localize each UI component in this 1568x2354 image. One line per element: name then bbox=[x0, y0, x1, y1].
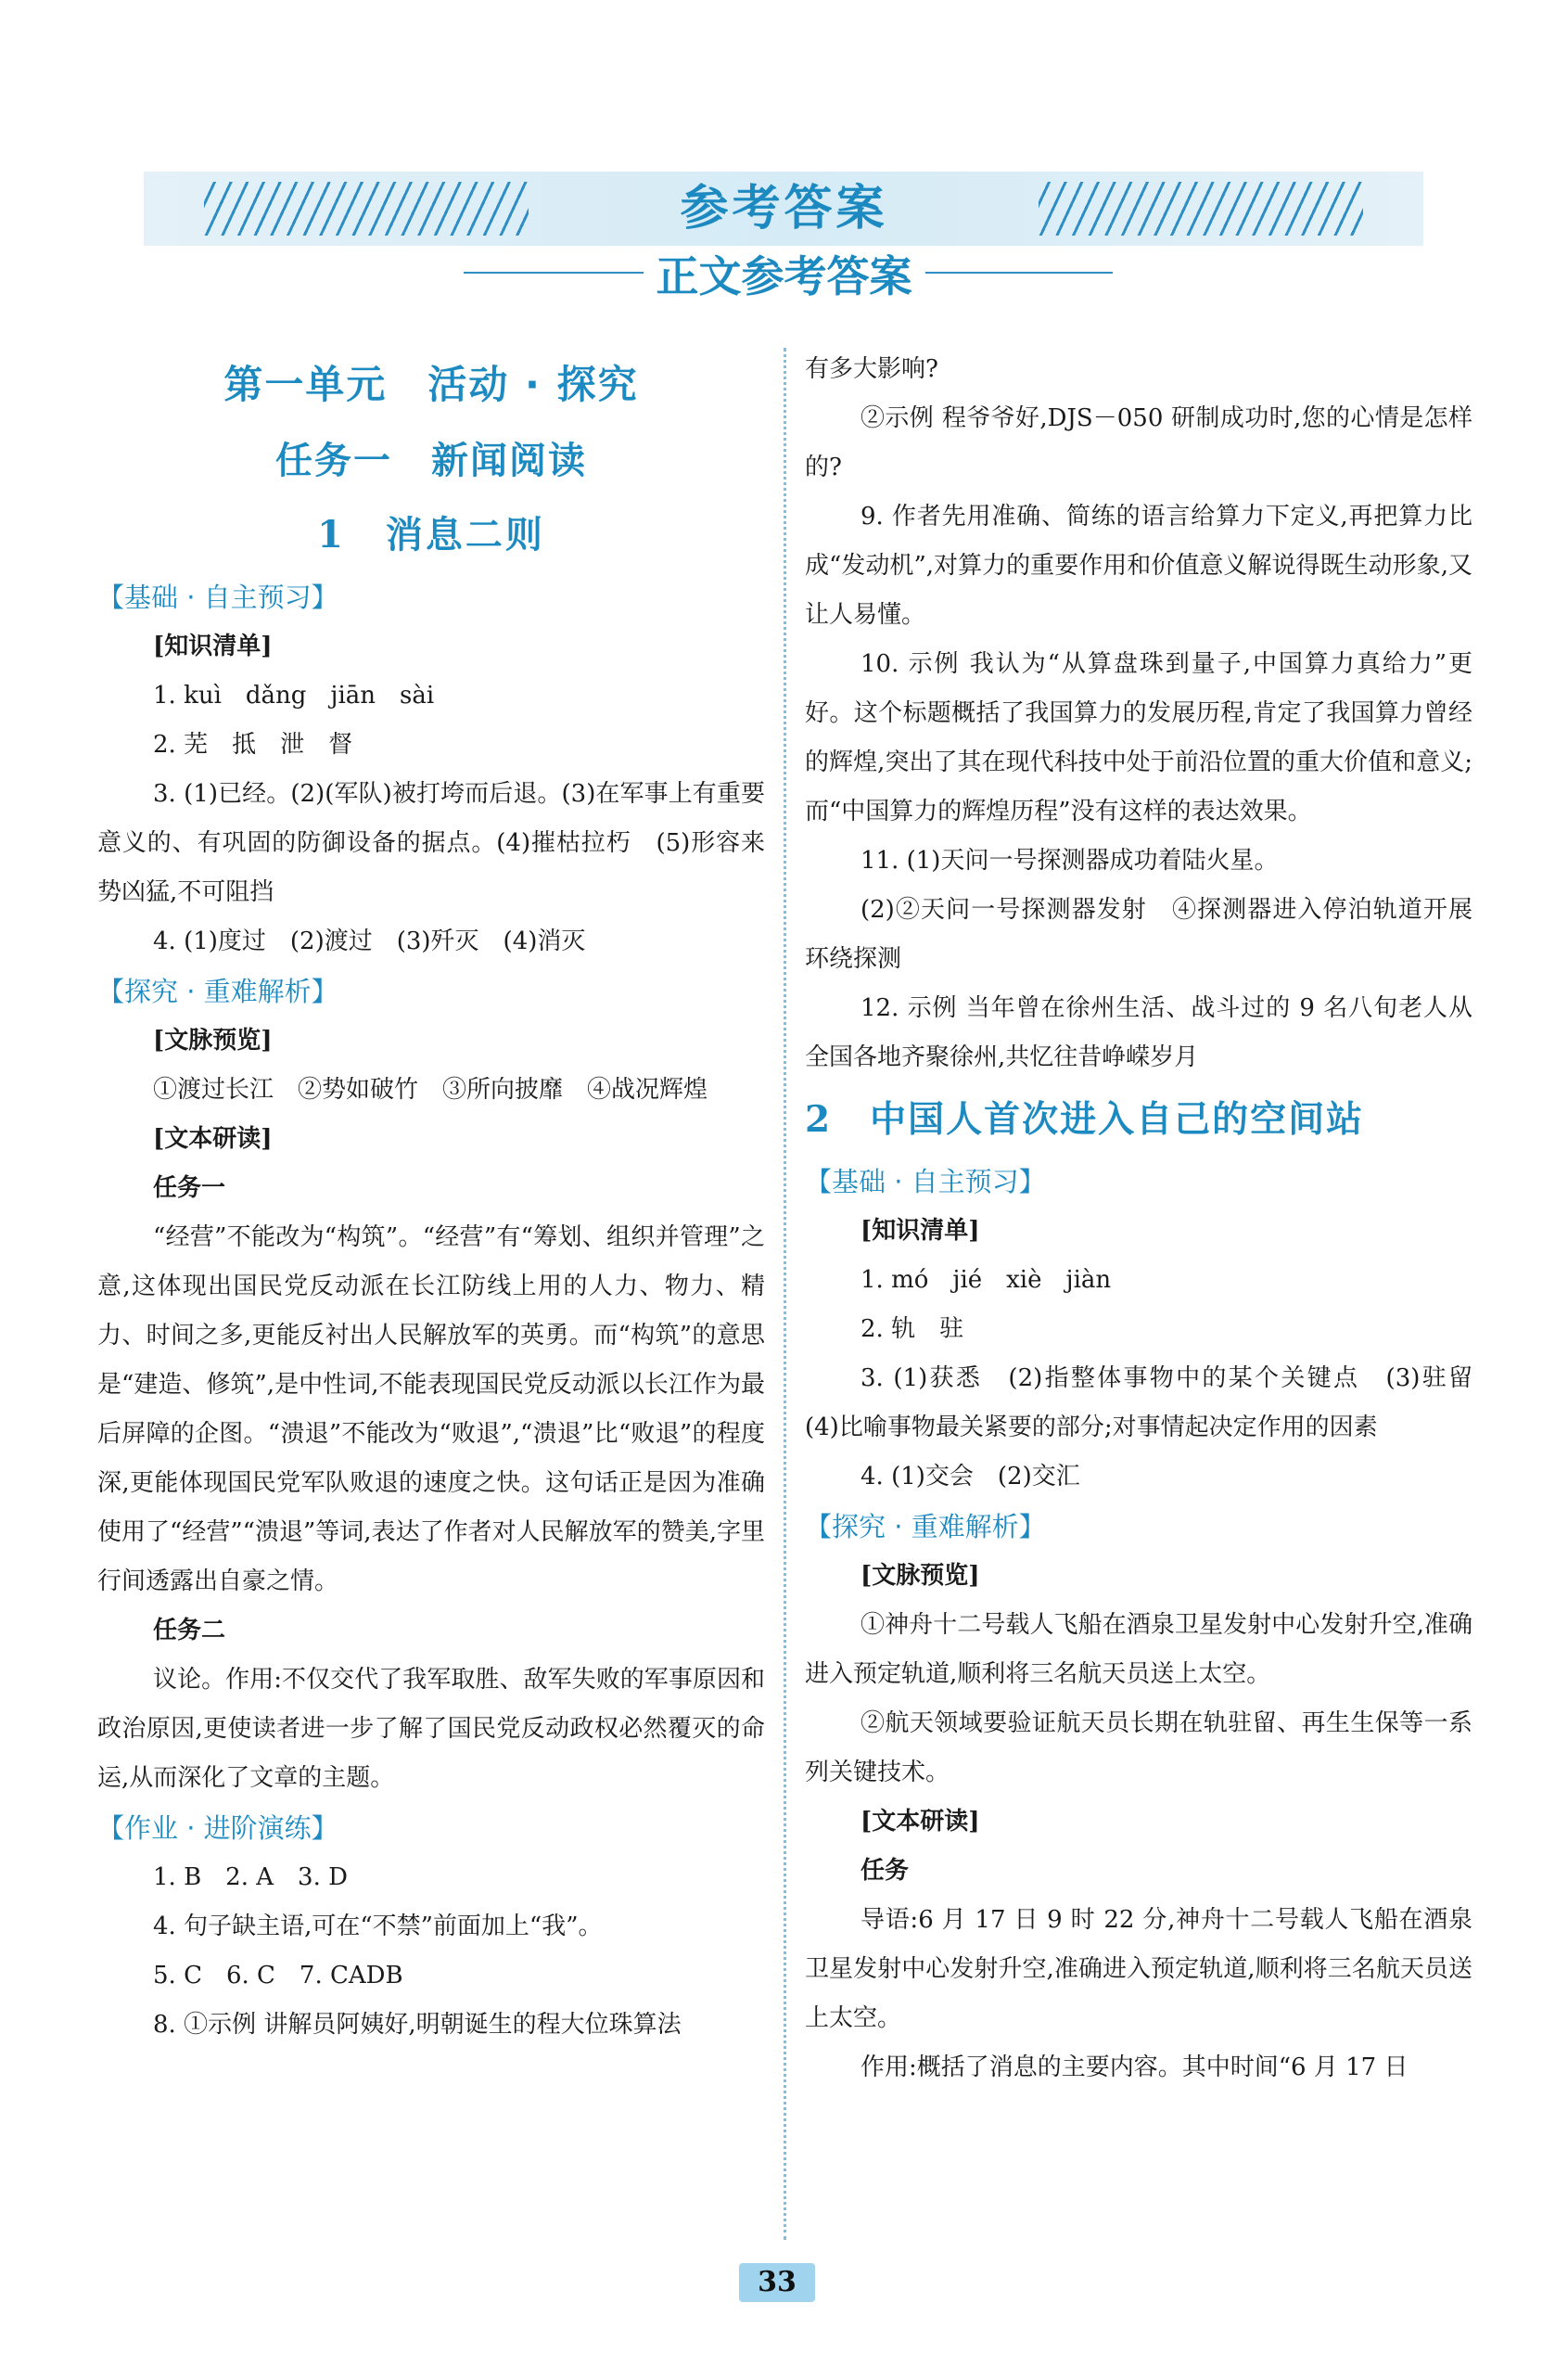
answer-line: 1. kuì dǎng jiān sài bbox=[153, 682, 435, 710]
section-heading: 【作业 · 进阶演练】 bbox=[97, 1812, 338, 1844]
task-label: 任务二 bbox=[153, 1617, 226, 1644]
answer-paragraph: “经营”不能改为“构筑”。“经营”有“筹划、组织并管理”之意,这体现出国民党反动派在长江防线上用的人力、物力、精力、时间之多,更能反衬出人民解放军的英勇。而“构筑”的意思是“建造、修筑”,是中性词,不能表现国民党反动派以长江作为最后屏障的企图。“溃退”不能改为“败退”,“溃退”比“败退”的程度深,更能体现国民党军队败退的速度之快。这句话正是因为准确使用了“经营”“溃退”等词,表达了作者对人民解放军的赞美,字里行间透露出自豪之情。 bbox=[97, 1223, 765, 1595]
task-label: 任务 bbox=[860, 1857, 910, 1885]
answer-line: 3. (1)获悉 (2)指整体事物中的某个关键点 (3)驻留 (4)比喻事物最关紧要的部分;对事情起决定作用的因素 bbox=[805, 1364, 1498, 1441]
lesson-title: 1 消息二则 bbox=[317, 513, 545, 557]
task-title: 任务一 新闻阅读 bbox=[275, 440, 587, 482]
answer-line: 作用:概括了消息的主要内容。其中时间“6 月 17 日 bbox=[860, 2053, 1409, 2081]
answer-line: 1. mó jié xiè jiàn bbox=[860, 1266, 1112, 1294]
answer-paragraph: 9. 作者先用准确、简练的语言给算力下定义,再把算力比成“发动机”,对算力的重要作用和价值意义解说得既生动形象,又让人易懂。 bbox=[805, 503, 1472, 629]
answer-paragraph: 10. 示例 我认为“从算盘珠到量子,中国算力真给力”更好。这个标题概括了我国算力的发展历程,肯定了我国算力曾经的辉煌,突出了其在现代科技中处于前沿位置的重大价值和意义;而“中国算力的辉煌历程”没有这样的表达效果。 bbox=[805, 650, 1472, 825]
answer-paragraph: ②航天领域要验证航天员长期在轨驻留、再生生保等一系列关键技术。 bbox=[805, 1709, 1472, 1786]
subsection-heading: [文脉预览] bbox=[153, 1027, 273, 1055]
section-heading: 【基础 · 自主预习】 bbox=[805, 1166, 1046, 1197]
answer-line: 2. 芜 抵 泄 督 bbox=[153, 731, 353, 759]
answer-line: 4. (1)交会 (2)交汇 bbox=[860, 1463, 1080, 1490]
unit-title: 第一单元 活动 · 探究 bbox=[223, 362, 639, 407]
section-heading: 【探究 · 重难解析】 bbox=[805, 1511, 1046, 1542]
answer-paragraph: 议论。作用:不仅交代了我军取胜、敌军失败的军事原因和政治原因,更使读者进一步了解了国民党反动政权必然覆灭的命运,从而深化了文章的主题。 bbox=[97, 1666, 765, 1792]
answer-line: 12. 示例 当年曾在徐州生活、战斗过的 9 名八旬老人从全国各地齐聚徐州,共忆往昔峥嵘岁月 bbox=[805, 994, 1472, 1071]
subsection-heading: [文本研读] bbox=[860, 1808, 980, 1836]
left-column bbox=[97, 345, 765, 2050]
subsection-heading: [文脉预览] bbox=[860, 1562, 980, 1590]
task-label: 任务一 bbox=[153, 1174, 226, 1202]
page-number: 33 bbox=[739, 2263, 815, 2302]
subsection-heading: [知识清单] bbox=[153, 633, 273, 660]
right-column bbox=[805, 345, 1498, 2092]
subsection-heading: [知识清单] bbox=[860, 1217, 980, 1245]
lesson-title: 2 中国人首次进入自己的空间站 bbox=[805, 1098, 1365, 1141]
answer-line: (2)②天问一号探测器发射 ④探测器进入停泊轨道开展环绕探测 bbox=[805, 896, 1472, 973]
subsection-heading: [文本研读] bbox=[153, 1125, 273, 1153]
answer-line: 8. ①示例 讲解员阿姨好,明朝诞生的程大位珠算法 bbox=[153, 2011, 682, 2039]
answer-line: 5. C 6. C 7. CADB bbox=[153, 1962, 403, 1989]
sub-title-text: 正文参考答案 bbox=[644, 251, 925, 301]
answer-line: 3. (1)已经。(2)(军队)被打垮而后退。(3)在军事上有重要意义的、有巩固的防御设备的据点。(4)摧枯拉朽 (5)形容来势凶猛,不可阻挡 bbox=[97, 780, 765, 906]
sub-title bbox=[0, 243, 1568, 304]
answer-line: ②示例 程爷爷好,DJS－050 研制成功时,您的心情是怎样的? bbox=[805, 404, 1472, 481]
section-heading: 【探究 · 重难解析】 bbox=[97, 976, 338, 1007]
answer-line: 4. (1)度过 (2)渡过 (3)歼灭 (4)消灭 bbox=[153, 928, 586, 955]
answer-paragraph: 导语:6 月 17 日 9 时 22 分,神舟十二号载人飞船在酒泉卫星发射中心发射升空,准确进入预定轨道,顺利将三名航天员送上太空。 bbox=[805, 1906, 1472, 2032]
column-divider bbox=[784, 348, 786, 2240]
answer-line: 4. 句子缺主语,可在“不禁”前面加上“我”。 bbox=[153, 1913, 603, 1940]
main-title: 参考答案 bbox=[680, 181, 888, 237]
section-heading: 【基础 · 自主预习】 bbox=[97, 582, 338, 613]
answer-line: ①渡过长江 ②势如破竹 ③所向披靡 ④战况辉煌 bbox=[153, 1076, 708, 1104]
answer-line: 1. B 2. A 3. D bbox=[153, 1863, 348, 1891]
answer-line: 2. 轨 驻 bbox=[860, 1315, 964, 1343]
answer-line: 有多大影响? bbox=[805, 355, 938, 383]
answer-line: 11. (1)天问一号探测器成功着陆火星。 bbox=[860, 847, 1279, 875]
answer-paragraph: ①神舟十二号载人飞船在酒泉卫星发射中心发射升空,准确进入预定轨道,顺利将三名航天员送上太空。 bbox=[805, 1611, 1472, 1688]
